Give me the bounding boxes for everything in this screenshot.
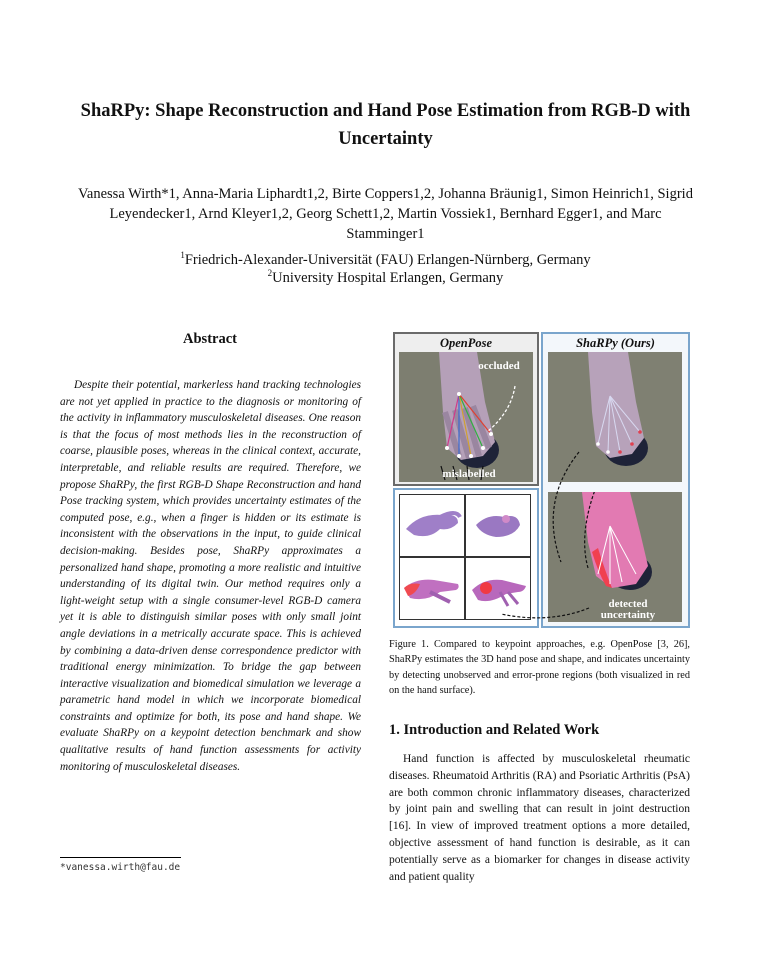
section-heading: 1. Introduction and Related Work [389, 722, 600, 738]
annotation-occluded: occluded [478, 360, 520, 372]
figure-arrows [389, 332, 691, 628]
affiliations [60, 251, 711, 287]
abstract-heading: Abstract [183, 331, 237, 347]
authors-line-2: Leyendecker1, Arnd Kleyer1,2, Georg Schett1,2, Martin Vossiek1, Bernhard Egger1, and Marc [109, 206, 662, 222]
affiliation-1: $^1$Friedrich-Alexander-Universität (FAU) Erlangen-Nürnberg, Germany [180, 250, 591, 268]
footnote-rule [60, 857, 181, 858]
abstract-text: Despite their potential, markerless hand tracking technologies are not yet applied in practice to the diagnosis or monitoring of the activity in inflammatory musculoskeletal diseases. One reason is that the focus of most methods lies in the reconstruction of coarse, plausible poses, whereas in the clinical context, accurate, interpretable, and reliable results are required. Therefore, we propose ShaRPy, the first RGB-D Shape Reconstruction and hand Pose tracking system, which provides uncertainty estimates of the computed pose, e.g., when a finger is hidden or its estimate is inconsistent with the observations in the input, to guide clinical decision-making. Besides pose, ShaRPy approximates a personalized hand shape, promoting a more realistic and intuitive understanding of its digital twin. Our method requires only a light-weight setup with a single consumer-level RGB-D camera yet it is able to distinguish similar poses with only small joint angle deviations in a metrically accurate space. This is achieved by combining a data-driven dense correspondence predictor with traditional energy minimization. To bridge the gap between interactive visualization and biomedical simulation we leverage a parametric hand model in which we incorporate biomedical constraints and optimize for both, its pose and hand shape. We evaluate ShaRPy on a keypoint detection benchmark and show qualitative results of hand function assessments for activity monitoring of musculoskeletal diseases. [60, 379, 361, 773]
authors-line-1: Vanessa Wirth*1, Anna-Maria Liphardt1,2, Birte Coppers1,2, Johanna Bräunig1, Simon Heinrich1, Sigrid [78, 186, 693, 202]
sharpy-label: ShaRPy (Ours) [576, 336, 655, 350]
title-line-1: ShaRPy: Shape Reconstruction and Hand Pose Estimation from RGB-D with [80, 101, 691, 121]
author-list [45, 184, 726, 244]
annotation-mislabelled: mislabelled [442, 468, 496, 480]
annotation-detected: detected [608, 598, 648, 610]
annotation-uncertainty: uncertainty [600, 609, 656, 621]
figure-1 [389, 332, 691, 628]
intro-text: Hand function is affected by musculoskeletal rheumatic diseases. Rheumatoid Arthritis (RA) and Psoriatic Arthritis (PsA) are both common chronic inflammatory diseases, characterized by joint pain and swelling that can result in joint destruction [16]. In view of improved treatment options a more detailed, objective assessment of hand function is desirable, as it can potentially serve as a biomarker for changes in disease activity and patient quality [389, 753, 690, 883]
authors-line-3: Stamminger1 [346, 226, 425, 242]
paper-title [40, 97, 731, 153]
figure-caption: Figure 1. Compared to keypoint approaches, e.g. OpenPose [3, 26], ShaRPy estimates the 3D hand pose and shape, and indicates uncertainty by detecting unobserved and error-prone regions (both visualized in red on the hand surface). [389, 639, 690, 697]
openpose-label: OpenPose [439, 336, 493, 350]
affiliation-2: $^2$University Hospital Erlangen, Germany [267, 268, 504, 286]
footnote-email: *vanessa.wirth@fau.de [60, 862, 181, 873]
title-line-2: Uncertainty [338, 129, 433, 149]
